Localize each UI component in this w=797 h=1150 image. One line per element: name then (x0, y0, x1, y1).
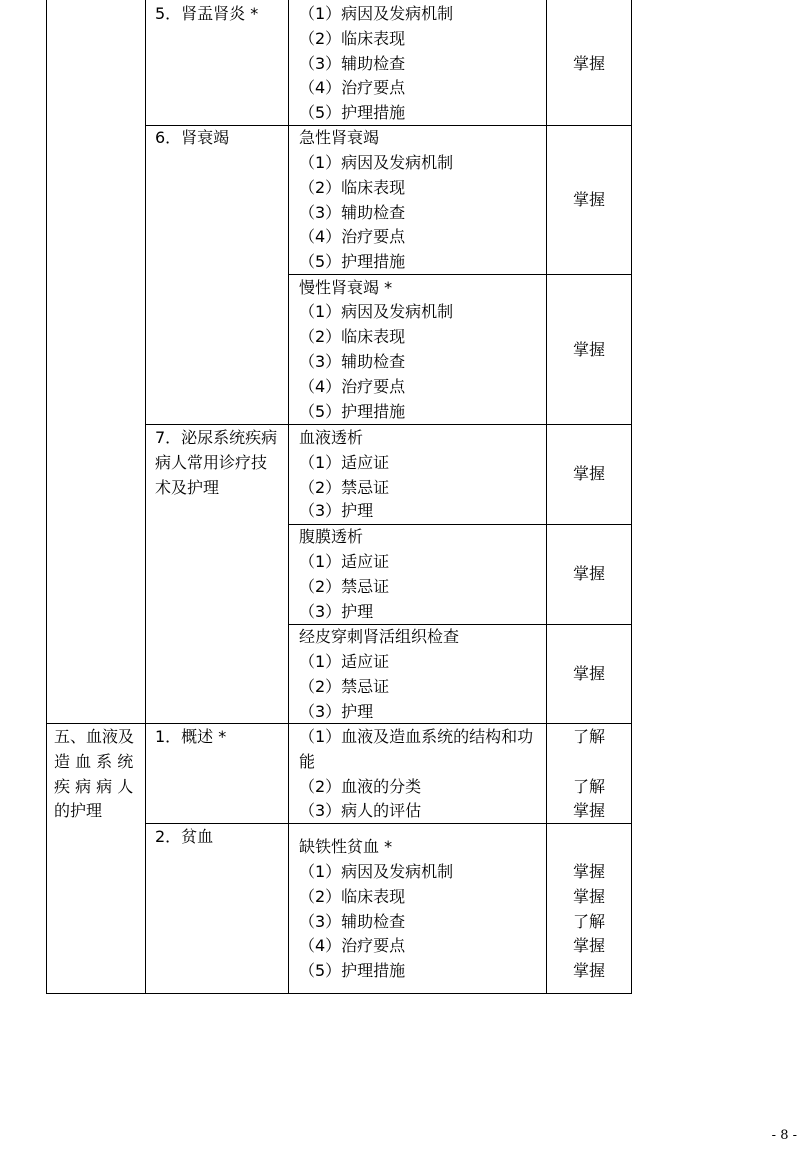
content-item: （3）辅助检查 (299, 912, 406, 931)
content-heading: 血液透析 (299, 428, 364, 447)
col-divider-2 (288, 0, 289, 994)
table-border-left (46, 0, 47, 994)
content-item: （2）临床表现 (299, 29, 406, 48)
page-number: - 8 - (771, 1128, 797, 1143)
content-item: （1）病因及发病机制 (299, 153, 454, 172)
content-item: （2）禁忌证 (299, 577, 390, 596)
content-item: （5）护理措施 (299, 103, 406, 122)
content-heading: 缺铁性贫血 * (299, 837, 393, 856)
section-title-line: 造 血 系 统 (54, 752, 134, 771)
content-item: （2）临床表现 (299, 327, 406, 346)
level-requirement: 了解 (572, 727, 605, 746)
content-item: （4）治疗要点 (299, 377, 406, 396)
content-item: （1）病因及发病机制 (299, 302, 454, 321)
content-item: （4）治疗要点 (299, 227, 406, 246)
level-requirement: 掌握 (572, 54, 605, 73)
content-item: （1）病因及发病机制 (299, 862, 454, 881)
content-item: （3）护理 (299, 702, 374, 721)
section-title-line: 五、血液及 (54, 727, 135, 746)
content-item: （3）护理 (299, 501, 374, 520)
col-divider-1 (145, 0, 146, 994)
content-item: （5）护理措施 (299, 252, 406, 271)
unit-title-line: 7．泌尿系统疾病 (155, 428, 278, 447)
level-requirement: 掌握 (572, 887, 605, 906)
content-item: （4）治疗要点 (299, 936, 406, 955)
level-requirement: 掌握 (572, 464, 605, 483)
unit-title-line: 病人常用诊疗技 (155, 453, 268, 472)
content-item: （2）临床表现 (299, 178, 406, 197)
level-requirement: 掌握 (572, 862, 605, 881)
table-border-bottom (46, 993, 632, 994)
section-title-line: 疾 病 病 人 (54, 777, 134, 796)
unit-title: 1．概述 * (155, 727, 227, 746)
col-divider-3 (546, 0, 547, 994)
level-requirement: 了解 (572, 777, 605, 796)
level-requirement: 掌握 (572, 564, 605, 583)
content-item: （3）辅助检查 (299, 352, 406, 371)
level-requirement: 掌握 (572, 936, 605, 955)
level-requirement: 掌握 (572, 340, 605, 359)
content-heading: 腹膜透析 (299, 527, 364, 546)
content-item: （5）护理措施 (299, 402, 406, 421)
content-item: （2）禁忌证 (299, 478, 390, 497)
unit-title: 5．肾盂肾炎 * (155, 4, 259, 23)
content-item: （1）适应证 (299, 453, 390, 472)
content-item: （3）辅助检查 (299, 203, 406, 222)
content-heading: 经皮穿刺肾活组织检查 (299, 627, 460, 646)
content-item: （1）血液及造血系统的结构和功 (299, 727, 534, 746)
content-heading: 急性肾衰竭 (299, 128, 380, 147)
level-requirement: 掌握 (572, 801, 605, 820)
level-requirement: 了解 (572, 912, 605, 931)
content-item: （3）病人的评估 (299, 801, 422, 820)
section-title-line: 的护理 (54, 801, 103, 820)
content-heading: 慢性肾衰竭 * (299, 278, 393, 297)
content-item: （1）适应证 (299, 552, 390, 571)
content-item: （1）适应证 (299, 652, 390, 671)
table-border-right (631, 0, 632, 994)
content-item: （5）护理措施 (299, 961, 406, 980)
unit-title: 6．肾衰竭 (155, 128, 230, 147)
content-item: （1）病因及发病机制 (299, 4, 454, 23)
content-item: （2）血液的分类 (299, 777, 422, 796)
content-item: （2）禁忌证 (299, 677, 390, 696)
level-requirement: 掌握 (572, 664, 605, 683)
unit-title-line: 术及护理 (155, 478, 220, 497)
content-item: （3）辅助检查 (299, 54, 406, 73)
content-item: （4）治疗要点 (299, 78, 406, 97)
content-item: （3）护理 (299, 602, 374, 621)
unit-title: 2．贫血 (155, 827, 214, 846)
content-item: 能 (299, 752, 316, 771)
level-requirement: 掌握 (572, 190, 605, 209)
content-item: （2）临床表现 (299, 887, 406, 906)
level-requirement: 掌握 (572, 961, 605, 980)
row-divider (145, 823, 632, 824)
